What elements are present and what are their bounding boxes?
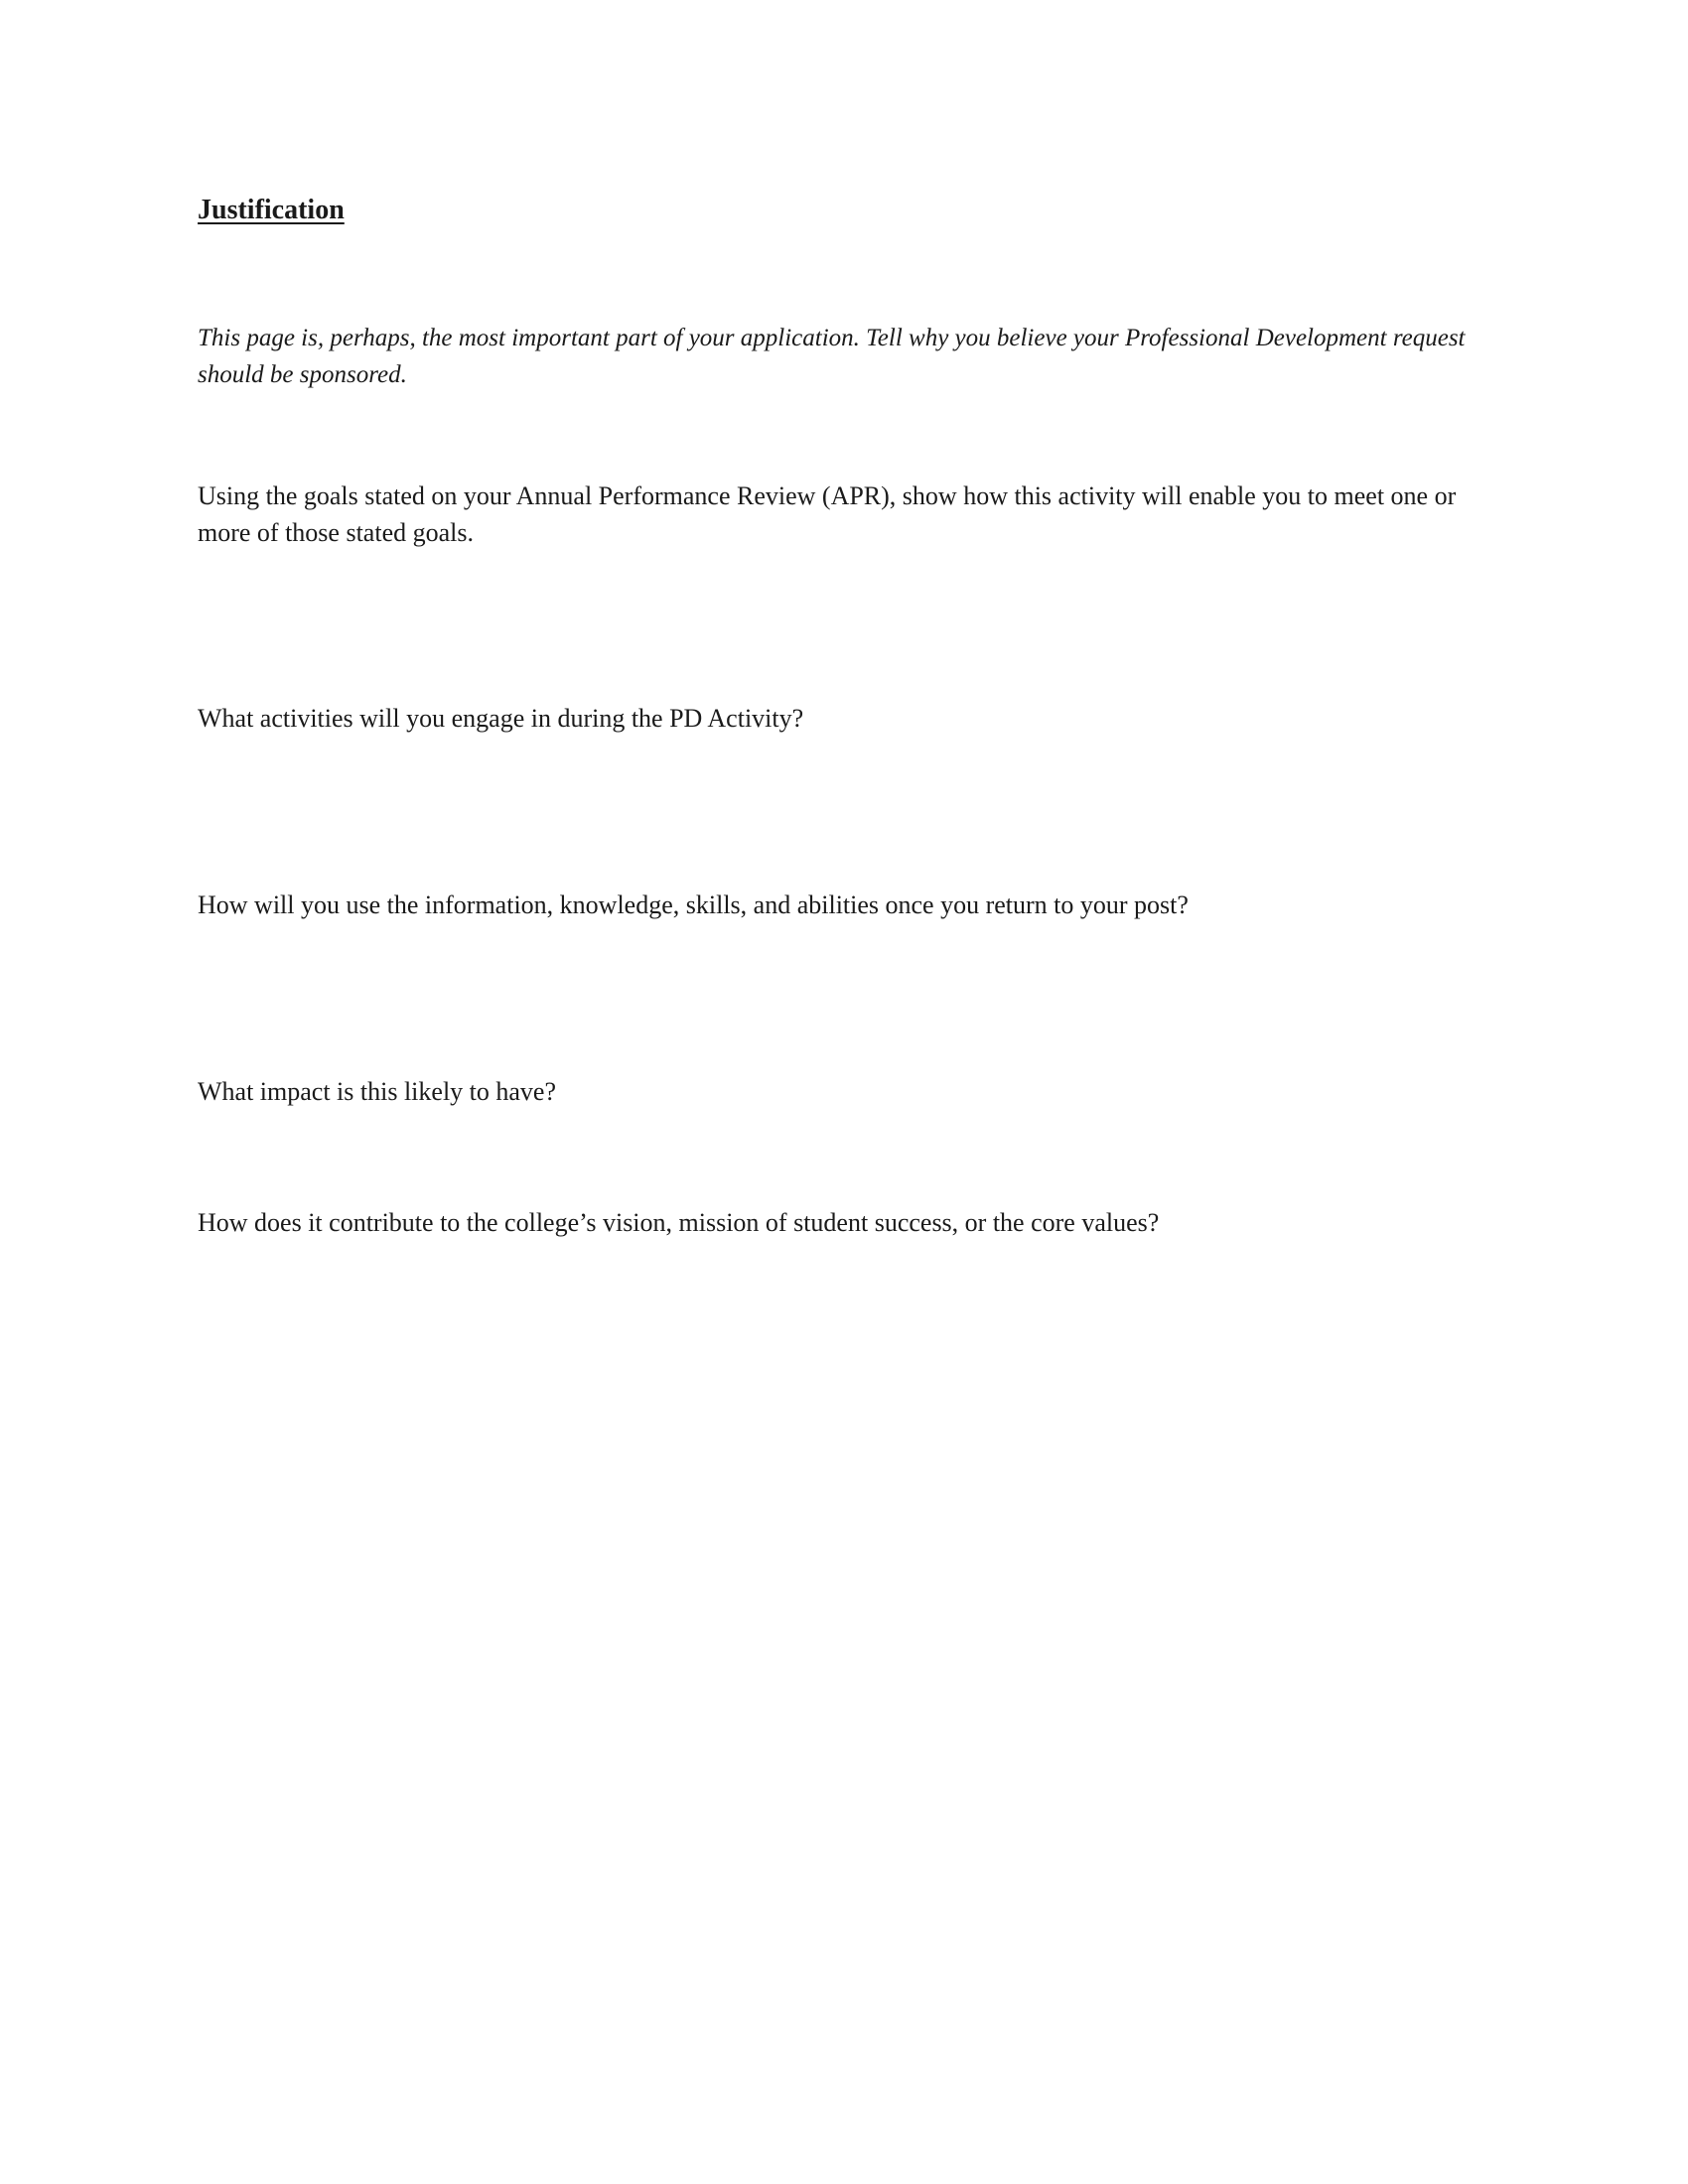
section-heading: Justification [198,195,345,225]
intro-instructions: This page is, perhaps, the most important part of your application. Tell why you believe your Professional Development request should be sponsored. [198,325,1466,388]
question-use-of-knowledge: How will you use the information, knowledge, skills, and abilities once you return to your post? [198,890,1189,919]
question-college-vision: How does it contribute to the college’s vision, mission of student success, or the core values? [198,1208,1160,1237]
question-activities: What activities will you engage in during the PD Activity? [198,704,804,733]
question-impact: What impact is this likely to have? [198,1077,557,1106]
question-apr-goals: Using the goals stated on your Annual Performance Review (APR), show how this activity will enable you to meet one or more of those stated goals. [198,481,1457,547]
